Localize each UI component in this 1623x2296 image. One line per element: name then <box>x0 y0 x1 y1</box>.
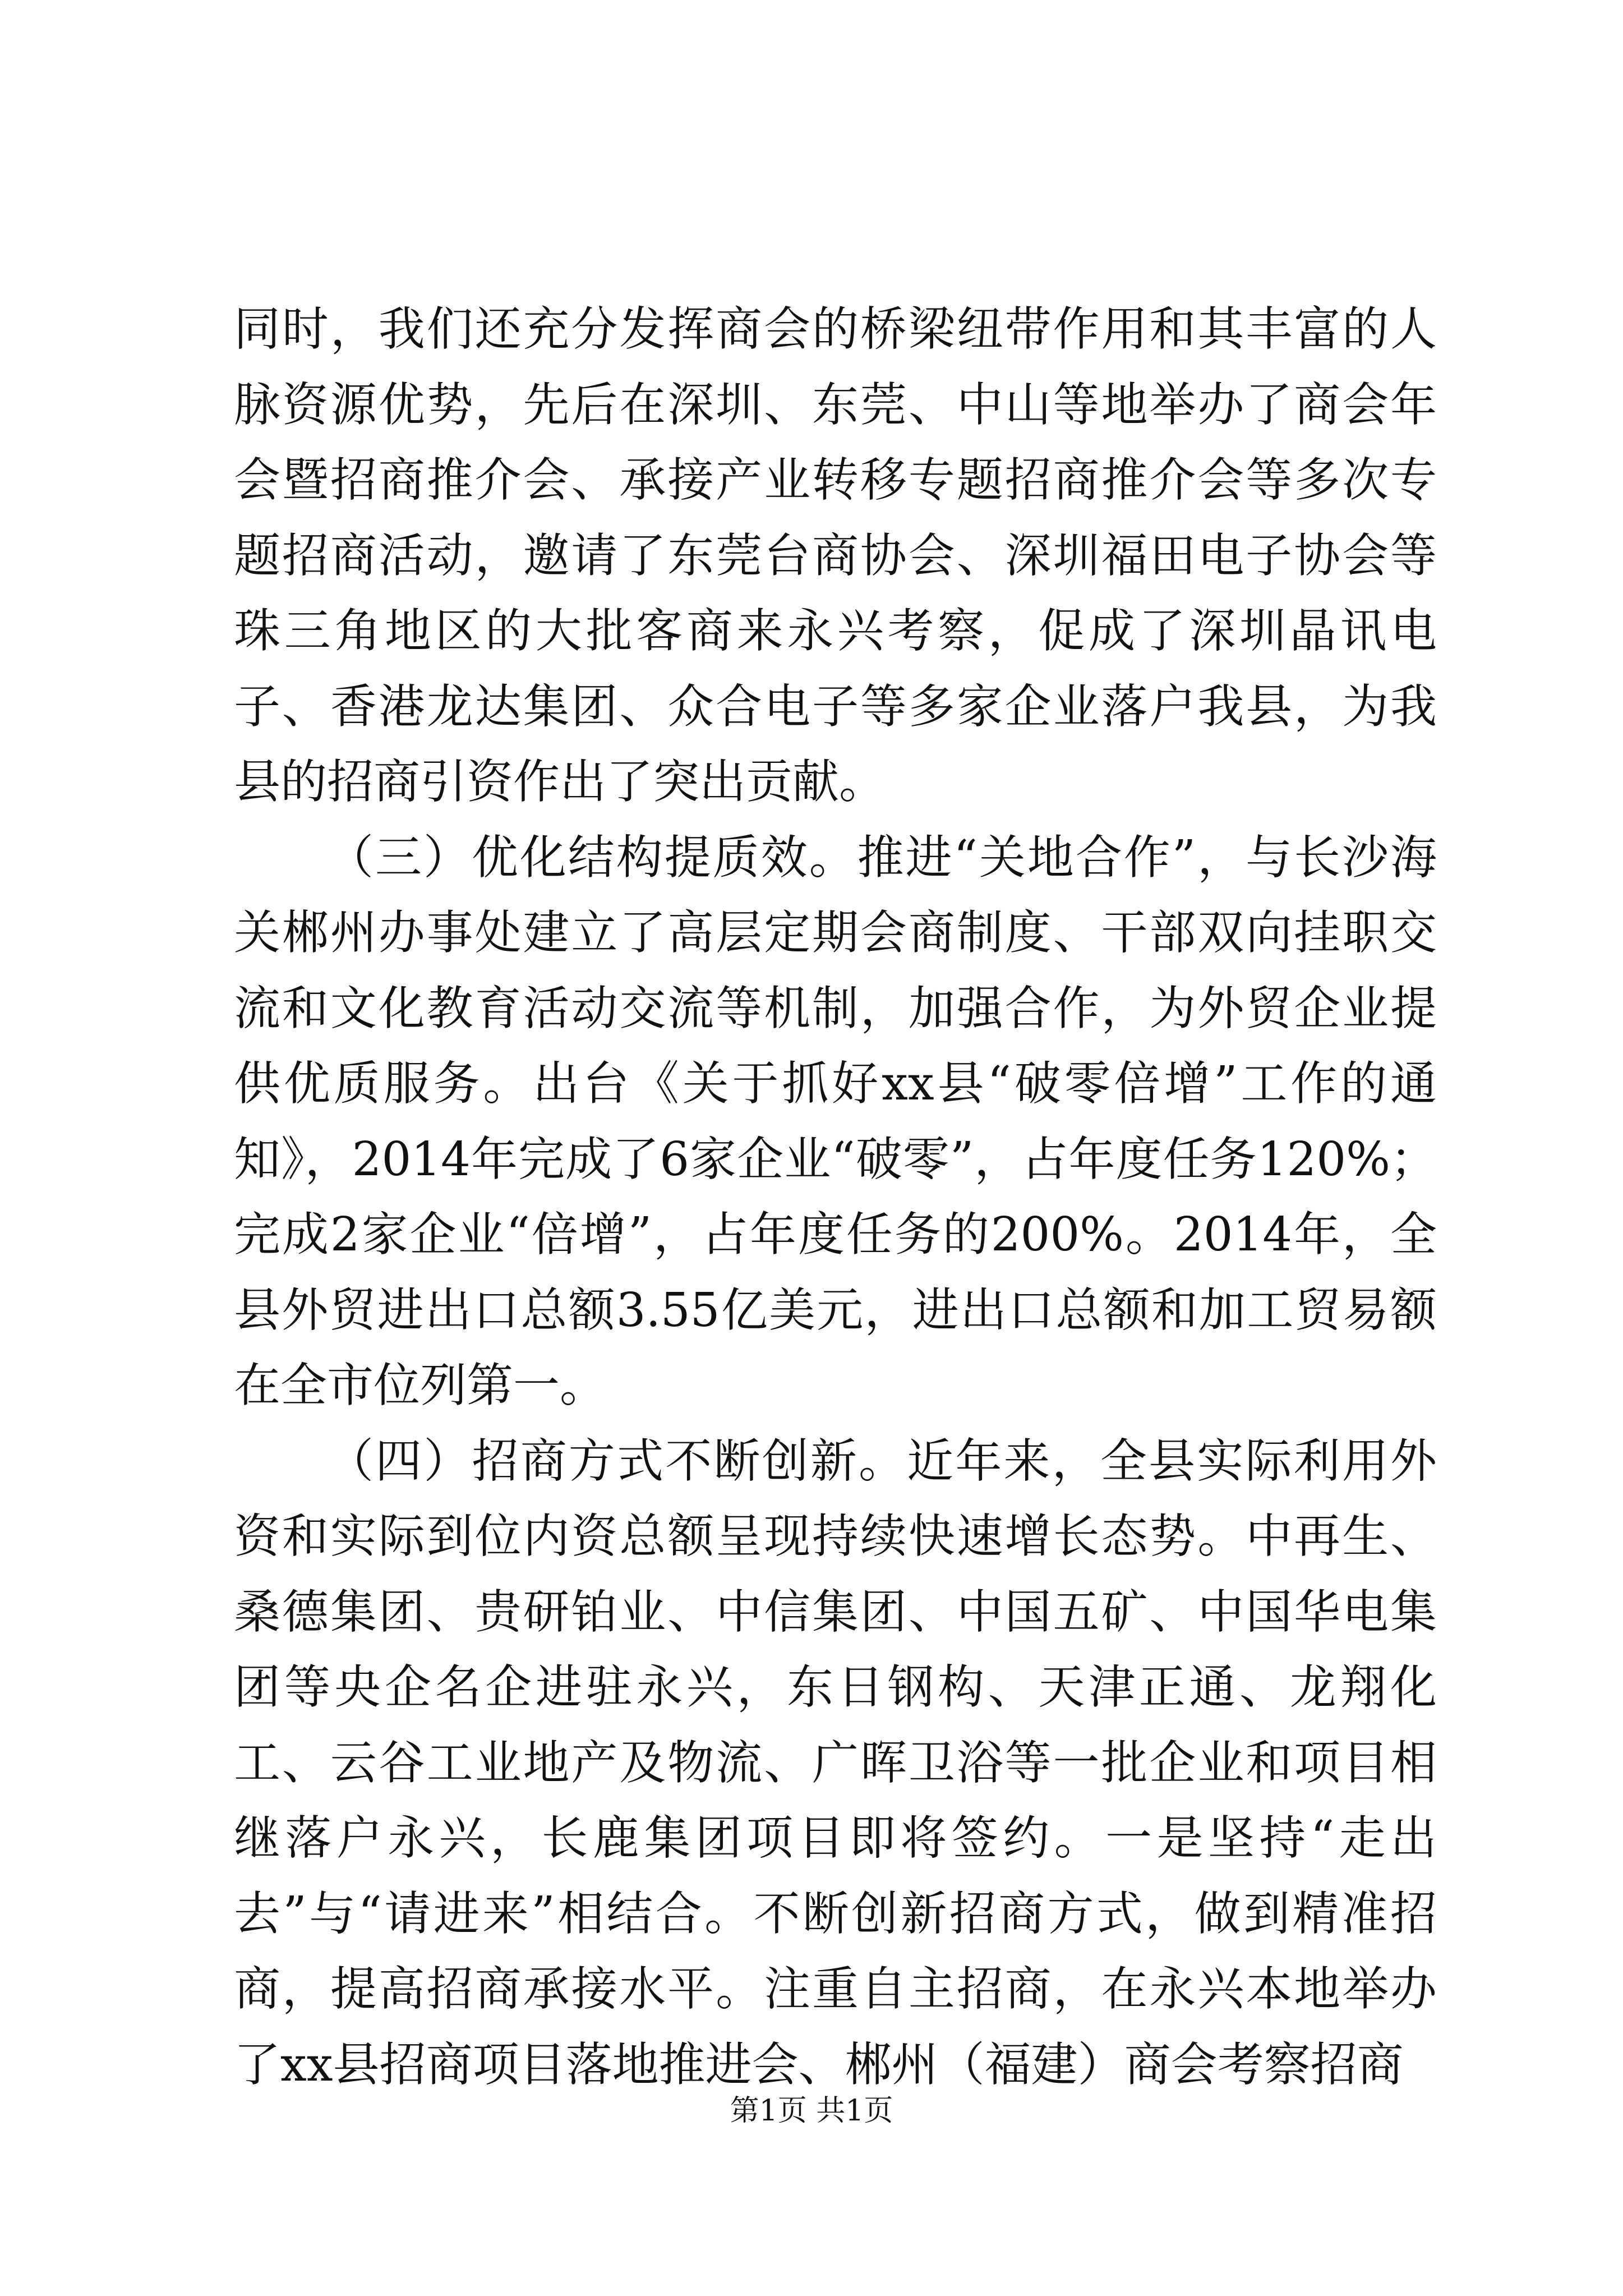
paragraph-3: （四）招商方式不断创新。近年来，全县实际利用外资和实际到位内资总额呈现持续快速增长态势。中再生、桑德集团、贵研铂业、中信集团、中国五矿、中国华电集团等央企名企进驻永兴，东日钢构、天津正通、龙翔化工、云谷工业地产及物流、广晖卫浴等一批企业和项目相继落户永兴，长鹿集团项目即将签约。一是坚持“走出去”与“请进来”相结合。不断创新招商方式，做到精准招商，提高招商承接水平。注重自主招商，在永兴本地举办了xx县招商项目落地推进会、郴州（福建）商会考察招商 <box>234 1433 1437 2092</box>
page-footer: 第1页 共1页 <box>730 2094 893 2128</box>
paragraph-1: 同时，我们还充分发挥商会的桥梁纽带作用和其丰富的人脉资源优势，先后在深圳、东莞、中山等地举办了商会年会暨招商推介会、承接产业转移专题招商推介会等多次专题招商活动，邀请了东莞台商协会、深圳福田电子协会等珠三角地区的大批客商来永兴考察，促成了深圳晶讯电子、香港龙达集团、众合电子等多家企业落户我县，为我县的招商引资作出了突出贡献。 <box>234 302 1437 809</box>
document-body <box>234 292 1437 2102</box>
paragraph-2: （三）优化结构提质效。推进“关地合作”，与长沙海关郴州办事处建立了高层定期会商制度、干部双向挂职交流和文化教育活动交流等机制，加强合作，为外贸企业提供优质服务。出台《关于抓好xx县“破零倍增”工作的通知》，2014年完成了6家企业“破零”，占年度任务120%；完成2家企业“倍增”，占年度任务的200%。2014年，全县外贸进出口总额3.55亿美元，进出口总额和加工贸易额在全市位列第一。 <box>234 830 1437 1412</box>
